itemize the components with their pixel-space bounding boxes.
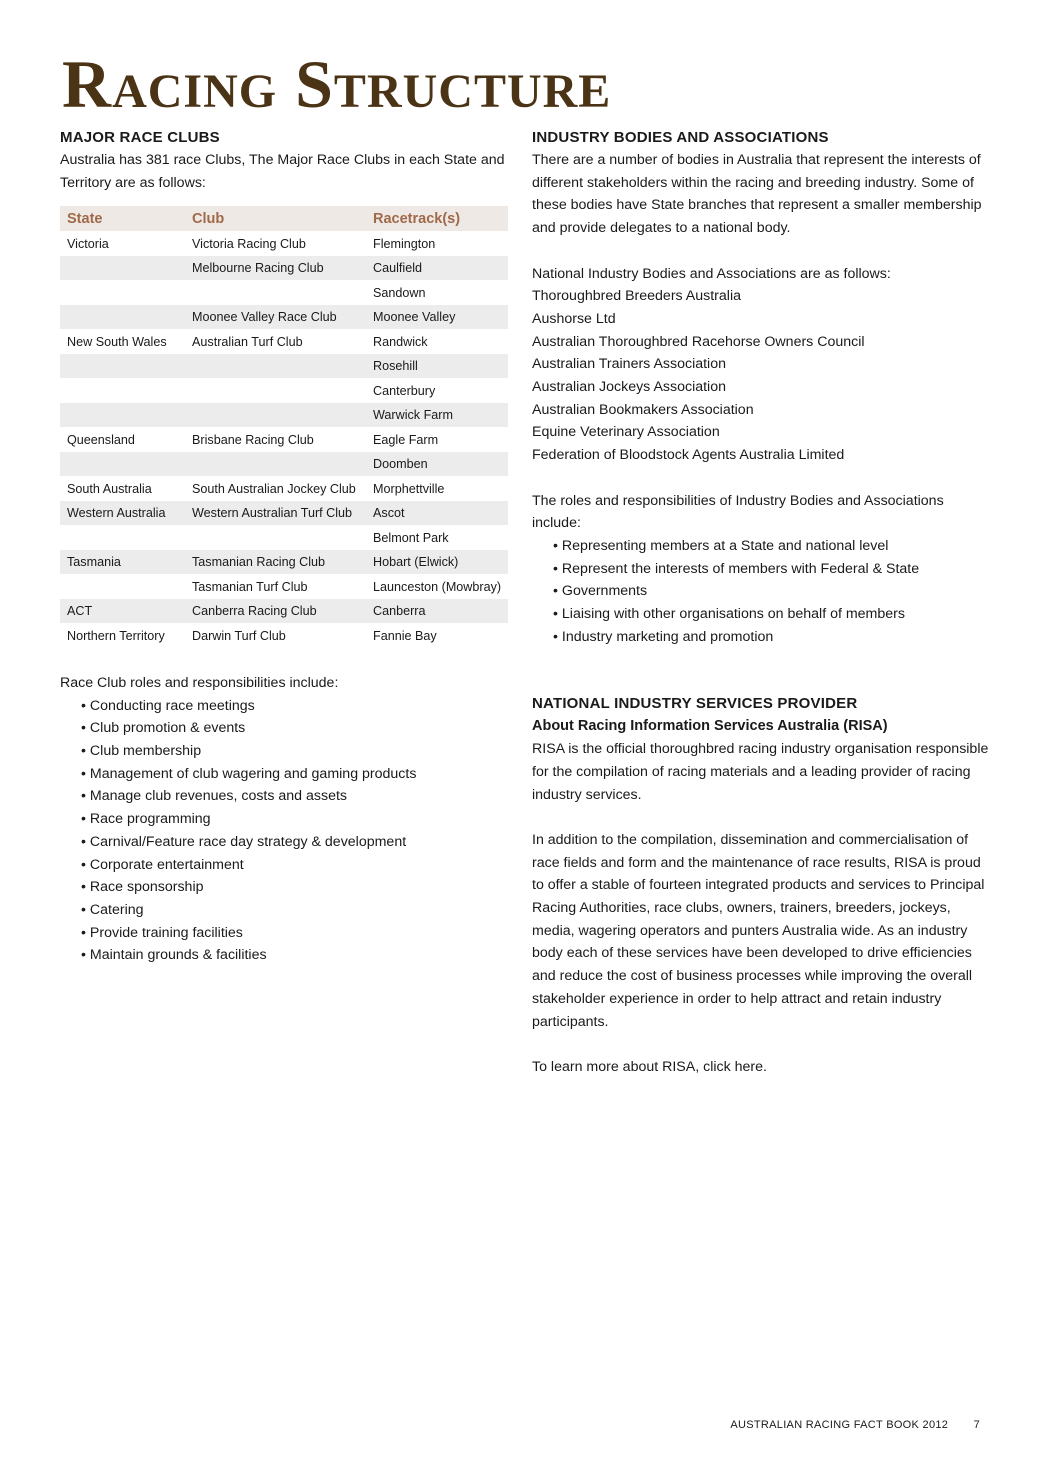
racetrack-cell: Warwick Farm [366, 403, 508, 428]
state-cell [60, 256, 185, 281]
racetrack-cell: Flemington [373, 236, 436, 251]
table-row [60, 231, 508, 256]
table-row [60, 525, 508, 550]
list-item: • Industry marketing and promotion [553, 626, 992, 649]
list-item: • Representing members at a State and national level [553, 535, 992, 558]
club-cell: Western Australian Turf Club [185, 501, 366, 526]
list-item: • Catering [81, 899, 508, 922]
page-footer [730, 1419, 980, 1431]
right-column [532, 127, 992, 1079]
table-row [60, 550, 508, 575]
table-row [60, 476, 508, 501]
club-cell: Brisbane Racing Club [192, 432, 314, 447]
services-provider-heading: NATIONAL INDUSTRY SERVICES PROVIDER [532, 695, 858, 713]
racetrack-cell: Eagle Farm [373, 432, 439, 447]
state-cell: Queensland [67, 432, 135, 447]
racetrack-cell: Ascot [366, 501, 508, 526]
club-cell: Tasmanian Turf Club [192, 579, 308, 594]
club-cell: Australian Turf Club [192, 334, 303, 349]
column-header-state: State [60, 206, 185, 231]
table-row [60, 574, 508, 599]
list-item: • Club membership [81, 740, 508, 763]
racetrack-cell: Randwick [373, 334, 428, 349]
bodies-list-intro: National Industry Bodies and Associations are as follows: [532, 265, 891, 282]
table-row [60, 280, 508, 305]
club-cell [185, 280, 366, 305]
race-club-roles-intro: Race Club roles and responsibilities include: [60, 674, 339, 691]
state-cell [60, 525, 185, 550]
list-item: • Governments [553, 580, 992, 603]
publication-name: AUSTRALIAN RACING FACT BOOK 2012 [730, 1419, 949, 1431]
list-item: • Liaising with other organisations on behalf of members [553, 603, 992, 626]
state-cell: Western Australia [60, 501, 185, 526]
state-cell [60, 403, 185, 428]
list-item: • Race programming [81, 808, 508, 831]
state-cell [60, 574, 185, 599]
list-item: • Provide training facilities [81, 922, 508, 945]
risa-subheading: About Racing Information Services Australia (RISA) [532, 718, 888, 735]
major-race-clubs-heading: MAJOR RACE CLUBS [60, 129, 220, 146]
table-row [60, 403, 508, 428]
list-item: • Corporate entertainment [81, 854, 508, 877]
club-cell: Darwin Turf Club [192, 628, 286, 643]
list-item: • Manage club revenues, costs and assets [81, 785, 508, 808]
table-body [60, 231, 508, 648]
club-cell [185, 403, 366, 428]
club-cell: Canberra Racing Club [185, 599, 366, 624]
list-item: Australian Thoroughbred Racehorse Owners Council [532, 333, 865, 350]
racetrack-cell: Canberra [366, 599, 508, 624]
state-cell [60, 452, 185, 477]
left-column [60, 127, 508, 967]
list-item: • Maintain grounds & facilities [81, 944, 508, 967]
table-row [60, 305, 508, 330]
club-cell [185, 452, 366, 477]
racetrack-cell: Morphettville [373, 481, 445, 496]
list-item: Federation of Bloodstock Agents Australia Limited [532, 447, 845, 464]
list-item: Aushorse Ltd [532, 310, 616, 327]
racetrack-cell: Doomben [366, 452, 508, 477]
state-cell [60, 305, 185, 330]
industry-bodies-intro: There are a number of bodies in Australia that represent the interests of different stakeholders within the racing and breeding industry. Some of these bodies have State branches that represent a smaller membership and provide delegates to a national body. [532, 152, 982, 237]
industry-bodies-heading: INDUSTRY BODIES AND ASSOCIATIONS [532, 129, 829, 146]
table-row [60, 329, 508, 354]
major-race-clubs-intro: Australia has 381 race Clubs, The Major Race Clubs in each State and Territory are as follows: [60, 152, 505, 191]
state-cell: South Australia [67, 481, 152, 496]
list-item: • Carnival/Feature race day strategy & development [81, 831, 508, 854]
list-item: Australian Bookmakers Association [532, 401, 754, 418]
racetrack-cell: Caulfield [366, 256, 508, 281]
list-item: Thoroughbred Breeders Australia [532, 288, 741, 305]
club-cell: Tasmanian Racing Club [185, 550, 366, 575]
state-cell: New South Wales [67, 334, 167, 349]
list-item: • Represent the interests of members with Federal & State [553, 558, 992, 581]
state-cell: Northern Territory [67, 628, 165, 643]
risa-paragraph-2: In addition to the compilation, dissemination and commercialisation of race fields and form and the maintenance of race results, RISA is proud to offer a stable of fourteen integrated products and services to Principal Racing Authorities, race clubs, owners, trainers, breeders, jockeys, media, wagering operators and punters Australia wide. As an industry body each of these services have been developed to drive efficiencies and reduce the cost of business processes while improving the overall stakeholder experience in order to help attract and retain industry participants. [532, 831, 985, 1030]
racetrack-cell: Moonee Valley [366, 305, 508, 330]
list-item: • Club promotion & events [81, 717, 508, 740]
racetrack-cell: Fannie Bay [373, 628, 437, 643]
risa-learn-more-link[interactable]: To learn more about RISA, click here. [532, 1058, 767, 1075]
racetrack-cell: Launceston (Mowbray) [373, 579, 502, 594]
table-row [60, 354, 508, 379]
state-cell: ACT [60, 599, 185, 624]
club-cell: South Australian Jockey Club [192, 481, 356, 496]
racetrack-cell: Rosehill [366, 354, 508, 379]
list-item: • Conducting race meetings [81, 695, 508, 718]
racetrack-cell: Hobart (Elwick) [366, 550, 508, 575]
bodies-roles-intro: The roles and responsibilities of Industry Bodies and Associations include: [532, 492, 944, 532]
racetrack-cell: Canterbury [373, 383, 436, 398]
club-cell [185, 525, 366, 550]
list-item: • Management of club wagering and gaming products [81, 763, 508, 786]
table-row [60, 501, 508, 526]
state-cell [60, 354, 185, 379]
race-clubs-table [60, 206, 508, 648]
list-item: Equine Veterinary Association [532, 424, 720, 441]
state-cell [60, 280, 185, 305]
racetrack-cell: Belmont Park [373, 530, 449, 545]
table-header-row [60, 206, 508, 231]
table-row [60, 623, 508, 648]
table-row [60, 599, 508, 624]
list-item: Australian Jockeys Association [532, 379, 726, 396]
club-cell [185, 354, 366, 379]
page-title: Racing Structure [62, 46, 612, 122]
club-cell: Moonee Valley Race Club [185, 305, 366, 330]
club-cell: Victoria Racing Club [192, 236, 306, 251]
state-cell [60, 378, 185, 403]
table-row [60, 427, 508, 452]
table-row [60, 452, 508, 477]
table-row [60, 256, 508, 281]
table-row [60, 378, 508, 403]
racetrack-cell: Sandown [373, 285, 426, 300]
state-cell: Victoria [67, 236, 109, 251]
industry-bodies-list [532, 285, 992, 467]
state-cell: Tasmania [60, 550, 185, 575]
list-item: • Race sponsorship [81, 876, 508, 899]
list-item: Australian Trainers Association [532, 356, 726, 373]
race-club-roles-list [60, 695, 508, 967]
column-header-club: Club [185, 206, 366, 231]
page-number: 7 [973, 1419, 980, 1431]
industry-bodies-roles-list [532, 535, 992, 649]
club-cell [185, 378, 366, 403]
club-cell: Melbourne Racing Club [185, 256, 366, 281]
risa-paragraph-1: RISA is the official thoroughbred racing industry organisation responsible for the compilation of racing materials and a leading provider of racing industry services. [532, 741, 989, 803]
column-header-racetracks: Racetrack(s) [366, 206, 508, 231]
